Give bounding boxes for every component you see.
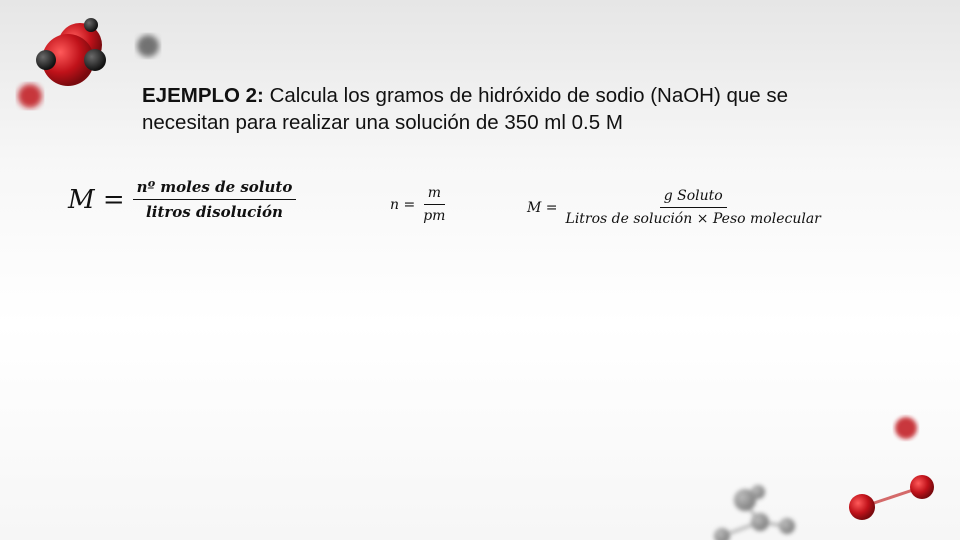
molarity-lhs: M =	[68, 184, 125, 215]
molarity-mass-formula	[527, 188, 825, 227]
blurred-red-atom-right	[895, 417, 917, 439]
example-statement: Calcula los gramos de hidróxido de sodio (NaOH) que se necesitan para realizar una solución de 350 ml 0.5 M	[142, 84, 789, 134]
molarity-denominator: litros disolución	[146, 203, 283, 221]
molarity-fraction	[133, 178, 297, 221]
moles-lhs: n =	[390, 196, 416, 213]
molarity-formula	[68, 178, 296, 221]
blurred-red-atom-left	[18, 84, 42, 108]
moles-formula	[390, 185, 449, 224]
molarity-numerator: nº moles de soluto	[133, 178, 297, 200]
molarity-mass-numerator: g Soluto	[660, 188, 727, 208]
moles-fraction	[419, 185, 449, 224]
molarity-mass-lhs: M =	[527, 199, 558, 216]
moles-numerator: m	[424, 185, 445, 205]
molarity-mass-denominator: Litros de solución × Peso molecular	[565, 211, 821, 227]
blurred-gray-atom-top	[137, 35, 159, 57]
example-heading	[142, 82, 862, 136]
red-bond-molecule	[849, 475, 934, 520]
example-label: EJEMPLO 2:	[142, 84, 264, 107]
molarity-mass-fraction	[562, 188, 825, 227]
gray-molecule-blurred	[714, 485, 795, 540]
moles-denominator: pm	[423, 208, 446, 224]
top-left-molecule	[36, 18, 106, 86]
